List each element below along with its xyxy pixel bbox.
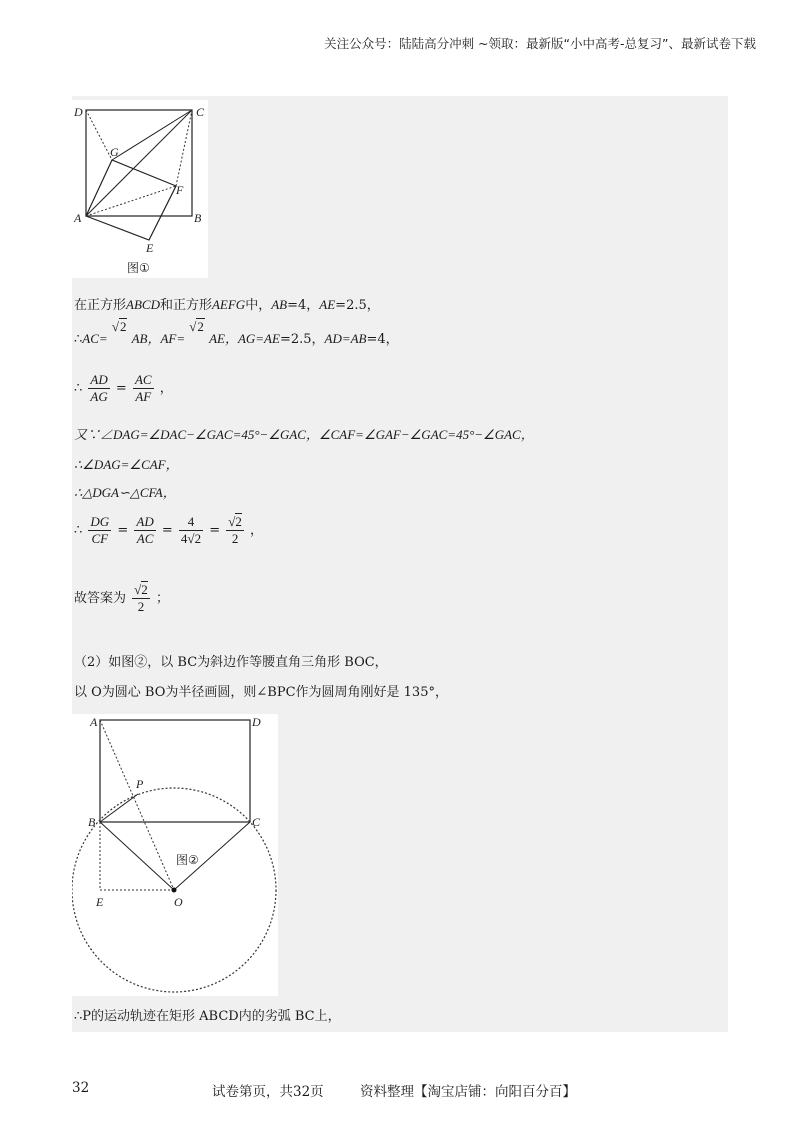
label-A: A (74, 211, 82, 225)
label-B2: B (88, 815, 96, 829)
text-line-11: ∴P的运动轨迹在矩形 ABCD内的劣弧 BC上， (74, 1009, 341, 1024)
text-line-8: 故答案为 $\frac{√2}{2}$ ； (74, 582, 169, 614)
label-F: F (176, 183, 184, 197)
text-line-10: 以 O为圆心 BO为半径画圆，则∠BPC作为圆周角刚好是 135°， (74, 685, 448, 700)
fraction-ac-af: $\frac{AC}{AF}$ (134, 372, 152, 404)
figure-2 (72, 714, 278, 996)
label-E2: E (96, 895, 104, 909)
text-line-6: ∴△DGA∽△CFA， (74, 485, 176, 500)
label-B: B (194, 211, 202, 225)
label-O: O (174, 895, 183, 909)
figure-1 (72, 100, 208, 278)
label-P: P (136, 777, 144, 791)
figure-1-caption: 图① (127, 261, 150, 275)
text-line-4: 又∵∠DAG=∠DAC−∠GAC=45°−∠GAC，∠CAF=∠GAF−∠GAC=45°−∠GAC， (74, 427, 534, 442)
page-info: 试卷第页，共32页 (212, 1084, 324, 1100)
label-E: E (146, 241, 154, 255)
figure-1-diagram (72, 100, 208, 278)
page-number: 32 (72, 1080, 90, 1096)
label-D2: D (252, 715, 261, 729)
text-line-1: 在正方形ABCD和正方形AEFG中，AB=4，AE=2.5， (74, 297, 380, 313)
text-line-2: ∴AC= √2 AB，AF= √2 AE，AG=AE=2.5，AD=AB=4， (74, 319, 399, 347)
header-note: 关注公众号：陆陆高分冲刺 ~领取：最新版“小中高考-总复习”、最新试卷下载 (324, 36, 756, 51)
source-note: 资料整理【淘宝店铺：向阳百分百】 (360, 1084, 576, 1100)
fraction-ad-ag: $\frac{AD}{AG}$ (90, 372, 108, 404)
figure-2-diagram (72, 714, 278, 996)
text-line-5: ∴∠DAG=∠CAF， (74, 457, 179, 472)
content-area (72, 96, 728, 1032)
figure-2-caption: 图② (176, 853, 199, 867)
text-line-9: （2）如图②，以 BC为斜边作等腰直角三角形 BOC， (74, 655, 388, 670)
text-line-3: ∴ $\frac{AD}{AG}$ = $\frac{AC}{AF}$ ， (74, 372, 173, 404)
label-C2: C (252, 815, 261, 829)
label-D: D (74, 105, 83, 119)
label-G: G (110, 145, 119, 159)
text-line-7: ∴ $\frac{DG}{CF}$ = $\frac{AD}{AC}$ = $\frac{4}{4√2}$ = $\frac{√2}{2}$ ， (74, 514, 264, 546)
label-A2: A (90, 715, 98, 729)
label-C: C (196, 105, 205, 119)
